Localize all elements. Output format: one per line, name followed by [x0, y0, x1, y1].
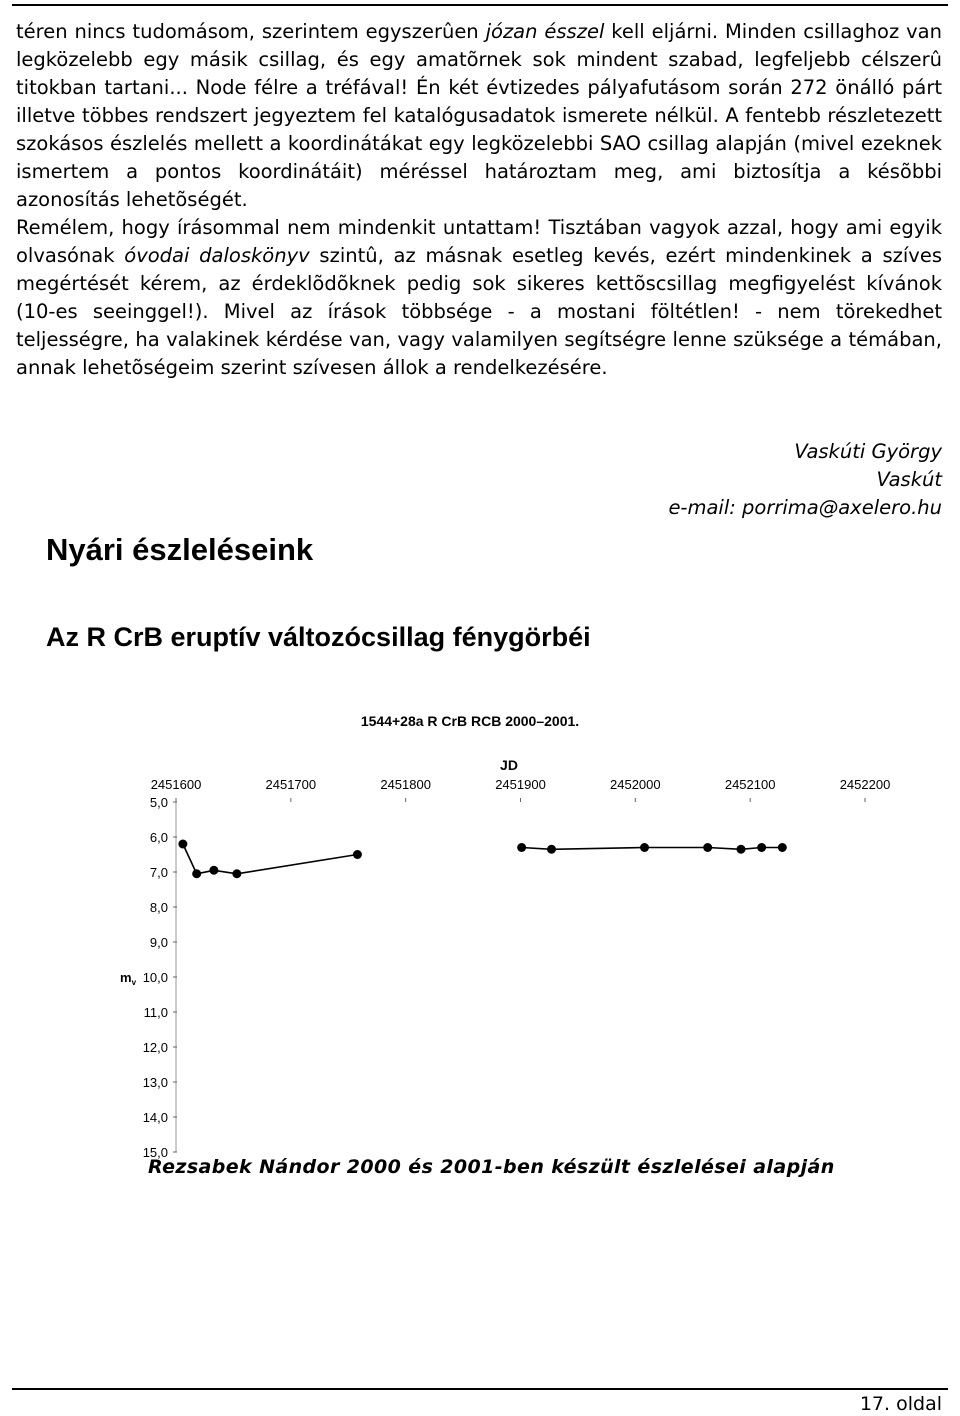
x-axis-label: JD	[500, 757, 518, 773]
article-body	[16, 18, 942, 382]
paragraph-2-emphasis: óvodai daloskönyv	[124, 244, 310, 267]
paragraph-1-emphasis: józan ésszel	[485, 20, 605, 43]
author-email: e-mail: porrima@axelero.hu	[668, 496, 942, 519]
y-tick-label: 6,0	[149, 830, 168, 845]
y-axis-label: $m_v$	[120, 970, 137, 987]
paragraph-1-text-b: kell eljárni. Minden csillaghoz van legközelebb egy másik csillag, és egy amatõrnek sok mindent szabad, legfeljebb célszerû titokban tartani... Node félre a tréfával! Én két évtizedes pályafutásom során 272 önálló párt illetve többes rendszert jegyeztem fel katalógusadatok ismerete nélkül. A fentebb részletezett szokásos észlelés mellett a koordinátákat egy legközelebbi SAO csillag alapján (mivel ezeknek ismertem a pontos koordinátáit) méréssel határoztam meg, ami biztosítja a késõbbi azonosítás lehetõségét.	[16, 20, 942, 211]
data-point	[517, 843, 526, 852]
data-point	[640, 843, 649, 852]
series-line-segment-1	[183, 844, 358, 874]
x-tick-label: 2452100	[724, 777, 776, 792]
data-point	[757, 843, 766, 852]
chart-subtitle: Az R CrB eruptív változócsillag fénygörbéi	[46, 622, 591, 652]
data-point	[232, 869, 241, 878]
x-tick-label: 2452200	[839, 777, 891, 792]
paragraph-2-text-b: szintû, az másnak esetleg kevés, ezért mindenkinek a szíves megértését kérem, az érdeklõdõknek pedig sok sikeres kettõscsillag megfigyelést kívánok (10-es seeinggel!). Mivel az írások többsége - a mostani föltétlen! - nem törekedhet teljességre, ha valakinek kérdése van, vagy valamilyen segítségre lenne szüksége a témában, annak lehetõségeim szerint szívesen állok a rendelkezésére.	[16, 244, 942, 379]
signature-block	[668, 438, 942, 522]
paragraph-1	[16, 18, 942, 214]
author-name: Vaskúti György	[794, 440, 942, 463]
footer-rule	[12, 1388, 948, 1390]
y-tick-label: 9,0	[149, 935, 168, 950]
paragraph-1-text-a: téren nincs tudomásom, szerintem egyszerûen	[16, 20, 486, 43]
paragraph-2-text-a: Remélem, hogy írásommal nem mindenkit untattam! Tisztában vagyok azzal, hogy ami egyik olvasónak	[16, 216, 942, 267]
x-tick-label: 2451900	[495, 777, 546, 792]
y-tick-label: 10,0	[142, 970, 168, 985]
x-tick-label: 2452000	[610, 777, 661, 792]
data-point	[192, 869, 201, 878]
y-tick-label: 8,0	[149, 900, 168, 915]
y-tick-label: 5,0	[149, 795, 168, 810]
light-curve-chart	[100, 700, 900, 1160]
paragraph-2	[16, 214, 942, 382]
data-point	[178, 840, 187, 849]
top-rule	[12, 4, 948, 6]
data-point	[547, 845, 556, 854]
chart-title: 1544+28a R CrB RCB 2000–2001.	[360, 713, 580, 729]
y-tick-label: 15,0	[142, 1145, 168, 1160]
y-tick-label: 13,0	[142, 1075, 168, 1090]
data-point	[778, 843, 787, 852]
chart-caption: Rezsabek Nándor 2000 és 2001-ben készült észlelései alapján	[148, 1156, 835, 1178]
x-tick-label: 2451600	[150, 777, 202, 792]
data-point	[353, 850, 362, 859]
y-tick-label: 12,0	[142, 1040, 168, 1055]
y-tick-label: 14,0	[142, 1110, 168, 1125]
author-place: Vaskút	[876, 468, 942, 491]
y-tick-label: 7,0	[149, 865, 168, 880]
section-title: Nyári észleléseink	[46, 532, 314, 567]
x-tick-label: 2451800	[380, 777, 431, 792]
y-tick-label: 11,0	[143, 1005, 168, 1020]
page-number: 17. oldal	[859, 1393, 942, 1415]
data-point	[209, 866, 218, 875]
y-axis-label-subscript: v	[131, 978, 137, 987]
x-tick-label: 2451700	[265, 777, 317, 792]
data-point	[736, 845, 745, 854]
data-point	[703, 843, 712, 852]
